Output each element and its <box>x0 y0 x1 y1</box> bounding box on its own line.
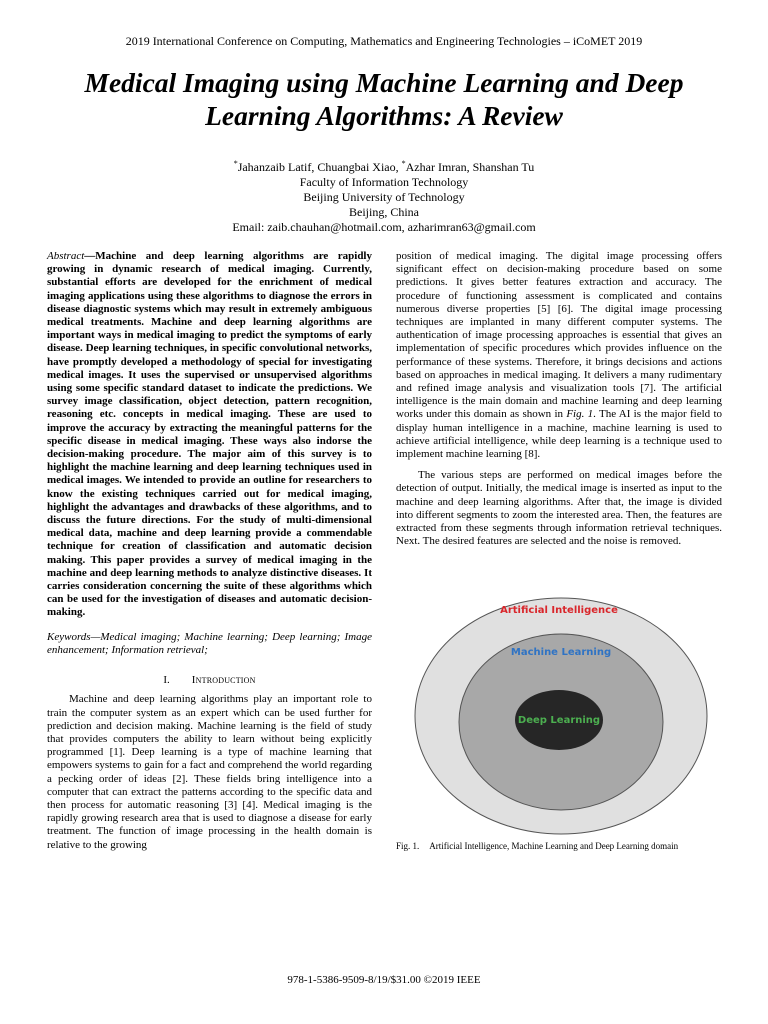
intro-paragraph: Machine and deep learning algorithms play an important role to train the computer system as an expert which can be used further for prediction and decision making. Machine learning is the field of study that provides computers the ability to learn without being explicitly programmed [1]. Deep learning is a type of machine learning that empowers systems to gain for a fact and comprehend the world regarding a pecking order of ideas [2]. These fields bring intelligence into a computer that can extract the patterns according to the specific data and then process for automatic reasoning [3] [4]. Medical imaging is the rapidly growing research area that is used to diagnose a disease for early treatment. The function of image processing in the health domain is relative to the growing <box>47 693 372 851</box>
abstract-text: —Machine and deep learning algorithms are rapidly growing in dynamic research of medical imaging. Currently, substantial efforts are developed for the enrichment of medical imaging applications using these algorithms to diagnose the errors in disease diagnostic systems which may result in extremely ambiguous medical treatments. Machine and deep learning algorithms are important ways in medical imaging to predict the symptoms of early disease. Deep learning techniques, in specific convolutional networks, have promptly developed a methodology of special for investigating medical images. It uses the supervised or unsupervised algorithms using some specific standard dataset to indicate the predictions. We survey image classification, object detection, pattern recognition, reasoning etc. concepts in medical imaging. These are used to improve the accuracy by extracting the meaningful patterns for the specific disease in medical imaging. These ways also indorse the decision-making procedure. The major aim of this survey is to highlight the machine learning and deep learning techniques used in medical images. We intended to provide an outline for researchers to know the existing techniques carried out for medical imaging, highlight the advantages and drawbacks of these algorithms, and to discuss the future directions. For the study of multi-dimensional medical data, machine and deep learning provide a commendable technique for creation of classification and automatic decision making. This paper provides a survey of medical imaging in the machine and deep learning methods to analyze distinctive diseases. It carries consideration concerning the suite of these algorithms which can be used for the investigation of diseases and automatic decision-making. <box>47 250 372 619</box>
affiliation: Faculty of Information Technology <box>299 175 469 189</box>
corresponding-mark-1: * <box>233 159 238 168</box>
authors-part-1: Jahanzaib Latif, Chuangbai Xiao, <box>237 160 402 174</box>
label-deep-learning: Deep Learning <box>517 715 601 726</box>
section-number: I. <box>163 674 170 687</box>
caption-text: Artificial Intelligence, Machine Learning and Deep Learning domain <box>429 841 679 851</box>
section-title: Introduction <box>191 674 256 687</box>
conference-header: 2019 International Conference on Computing, Mathematics and Engineering Technologies – iCoMET 2019 <box>125 34 643 48</box>
university: Beijing University of Technology <box>303 190 465 204</box>
email: Email: zaib.chauhan@hotmail.com, azharimran63@gmail.com <box>232 220 536 234</box>
right-column <box>396 250 722 548</box>
keywords: Keywords—Medical imaging; Machine learning; Deep learning; Image enhancement; Information retrieval; <box>47 630 372 656</box>
intro-paragraph-continued <box>396 250 722 461</box>
left-column <box>47 250 372 852</box>
location: Beijing, China <box>349 205 419 219</box>
intro-continued-text-b: . The AI is the major field to display human intelligence in a machine, machine learning is used to achieve artificial intelligence, while deep learning is a technique used to implement machine learning [8]. <box>396 408 723 461</box>
abstract <box>47 250 372 620</box>
steps-paragraph: The various steps are performed on medical images before the detection of output. Initially, the medical image is inserted as input to the machine and deep learning algorithms. After that, the image is divided into different segments to zoom the interested area. Then, the features are extracted from these segments through information retrieval techniques. Next. The desired features are selected and the noise is removed. <box>396 469 722 548</box>
label-machine-learning: Machine Learning <box>510 647 612 658</box>
authors-part-2: Azhar Imran, Shanshan Tu <box>405 160 535 174</box>
corresponding-mark-2: * <box>401 159 406 168</box>
abstract-label: Abstract <box>47 250 85 262</box>
label-artificial-intelligence: Artificial Intelligence <box>500 605 618 616</box>
intro-continued-text-a: position of medical imaging. The digital image processing offers significant effect on decision-making procedure based on some predictions. It gives better features extraction and accuracy. The procedure of functioning assessment is complicated and contains numerous diverse properties [5] [6]. The digital image processing techniques are implanted in many different computer systems. The authentication of image processing approaches is essential that gives an implementation of specific procedures which provides influence on the performance of these systems. Therefore, it brings decisions and actions based on approaches in medical imaging. It delivers a many rudimentary and refined image analysis and visualization tools [7]. The artificial intelligence is the main domain and machine learning and deep learning works under this domain as shown in <box>396 250 722 421</box>
figure-reference: Fig. 1 <box>566 408 594 421</box>
author-names <box>0 160 768 175</box>
footer-copyright: 978-1-5386-9509-8/19/$31.00 ©2019 IEEE <box>287 974 481 986</box>
author-block <box>0 160 768 235</box>
caption-number: Fig. 1. <box>396 841 420 851</box>
section-heading-introduction <box>47 674 372 687</box>
figure-1-caption <box>396 841 726 852</box>
paper-title: Medical Imaging using Machine Learning and Deep Learning Algorithms: A Review <box>84 67 684 131</box>
figure-1-diagram <box>413 596 709 836</box>
